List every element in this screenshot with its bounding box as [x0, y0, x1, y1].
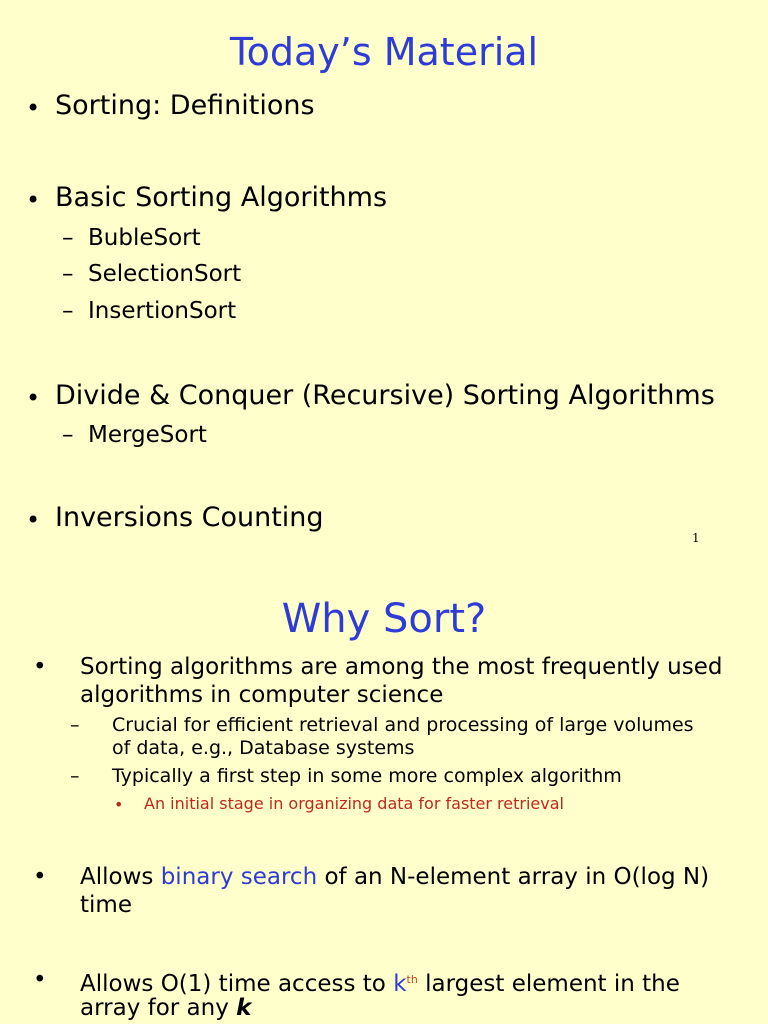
dash-icon: –	[62, 225, 74, 251]
sub-item-crucial-line1: Crucial for efficient retrieval and processing of large volumes	[112, 714, 694, 736]
sub-item-crucial-line2: of data, e.g., Database systems	[112, 737, 415, 759]
k-term: k	[393, 971, 407, 997]
sub-item-first-step: Typically a first step in some more complex algorithm	[112, 765, 622, 787]
dash-icon: –	[62, 422, 74, 448]
dash-icon: –	[62, 261, 74, 287]
bullet-sorting-frequent-line1: Sorting algorithms are among the most frequently used	[80, 654, 723, 680]
th-superscript: th	[406, 973, 418, 986]
slide-title: Today’s Material	[229, 30, 539, 74]
bullet-sorting-definitions: Sorting: Definitions	[55, 90, 315, 121]
binary-search-term: binary search	[160, 864, 318, 890]
sub-sub-item-initial-stage: An initial stage in organizing data for faster retrieval	[144, 794, 564, 813]
bullet-icon: •	[33, 864, 47, 890]
k-variable: k	[236, 995, 252, 1021]
sub-item-mergesort: MergeSort	[88, 422, 207, 448]
bullet-icon: •	[33, 654, 47, 680]
bullet-icon: •	[26, 506, 41, 534]
page-number: 1	[692, 531, 700, 545]
bullet-icon: •	[26, 186, 41, 214]
dash-icon: –	[70, 714, 80, 736]
bullet-icon: •	[26, 384, 41, 412]
bullet-binary-search-line1	[80, 863, 709, 891]
dash-icon: –	[62, 298, 74, 324]
sub-item-insertionsort: InsertionSort	[88, 298, 237, 324]
bullet-kth-access-line2	[80, 994, 251, 1022]
bullet-icon: •	[114, 795, 124, 814]
bullet-divide-conquer: Divide & Conquer (Recursive) Sorting Algorithms	[55, 380, 715, 411]
bullet-inversions-counting: Inversions Counting	[55, 502, 324, 533]
bullet-basic-sorting: Basic Sorting Algorithms	[55, 182, 388, 213]
slide-title: Why Sort?	[281, 596, 487, 642]
dash-icon: –	[70, 765, 80, 787]
bullet-icon: •	[33, 967, 47, 993]
text: array for any	[80, 995, 237, 1021]
sub-item-bublesort: BubleSort	[88, 225, 201, 251]
bullet-icon: •	[26, 94, 41, 122]
text: Allows O(1) time access to	[80, 971, 394, 997]
text: of an N-element array in O(log N)	[317, 864, 710, 890]
text: Allows	[80, 864, 161, 890]
slide-why-sort	[0, 560, 768, 1024]
sub-item-selectionsort: SelectionSort	[88, 261, 242, 287]
bullet-sorting-frequent-line2: algorithms in computer science	[80, 682, 444, 708]
text: largest element in the	[417, 971, 680, 997]
bullet-binary-search-line2: time	[80, 892, 132, 918]
